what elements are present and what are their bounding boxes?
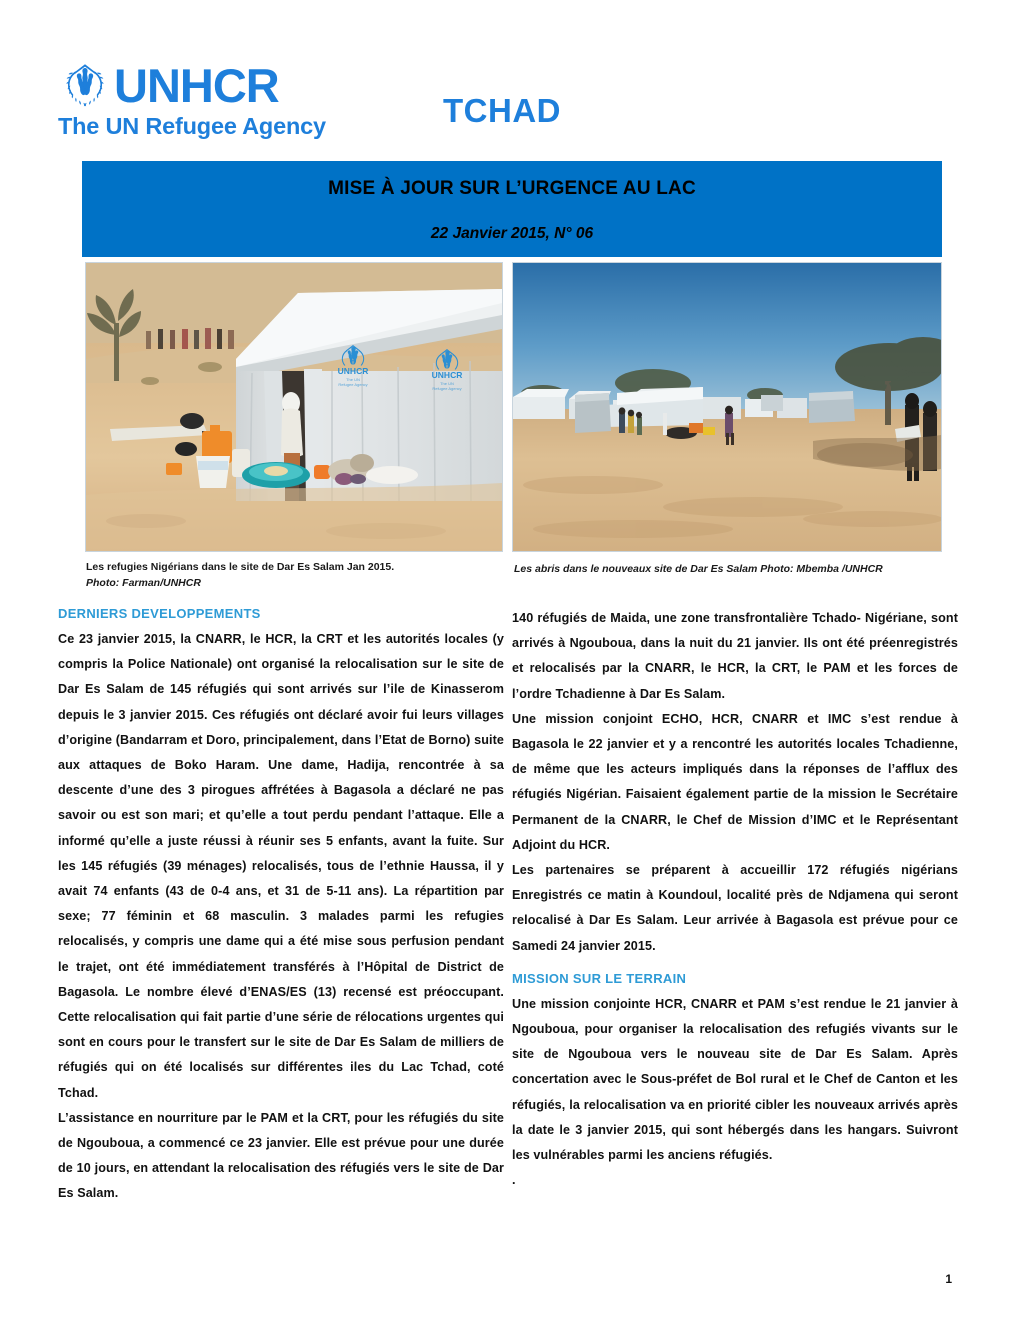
photo-left-caption — [86, 560, 506, 592]
unhcr-wordmark: UNHCR — [114, 59, 279, 112]
paragraph: . — [512, 1173, 516, 1188]
unhcr-emblem-icon — [58, 61, 112, 111]
photo-left-caption-line1: Les refugies Nigérians dans le site de Dar Es Salam Jan 2015. — [86, 561, 395, 573]
section-heading-derniers-developpements: DERNIERS DEVELOPPEMENTS — [58, 606, 261, 621]
svg-text:Refugee Agency: Refugee Agency — [338, 382, 368, 387]
svg-text:The UN: The UN — [346, 377, 360, 382]
photo-left-tent — [85, 262, 503, 552]
banner-subtitle: 22 Janvier 2015, N° 06 — [430, 225, 594, 242]
paragraph: Ce 23 janvier 2015, la CNARR, le HCR, la CRT et les autorités locales (y compris la Police Nationale) ont organisé la relocalisation sur le site de Dar Es Salam de 145 réfugiés qui sont arrivés sur l’ile de Kinasserom depuis le 3 janvier 2015. Ces réfugiés ont déclaré avoir fui leurs villages d’origine (Bandarram et Doro, principalement, dans l’Etat de Borno) suite aux attaques de Boko Haram. Une dame, Hadija, rencontrée à sa descente d’une des 3 pirogues affrétées à Bagasola a déclaré ne pas savoir ou est son mari; et qu’elle a tout perdu pendant l’attaque. Elle a informé qu’elle a juste réussi à réunir ses 5 enfants, avant la fuite. Sur les 145 réfugiés (39 ménages) relocalisés, tous de l’ethnie Haussa, il y avait 74 enfants (43 de 0-4 ans, et 31 de 5-11 ans). La répartition par sexe; 77 féminin et 68 masculin. 3 malades parmi les refugies relocalisés, y compris une dame qui a été mise sous perfusion pendant le trajet, ont été immédiatement transférés à l’Hôpital de District de Bagasola. Le nombre élevé d’ENAS/ES (13) recensé est préoccupant. Cette relocalisation qui fait partie d’une série de rélocations urgentes qui sont en cours pour le transfert sur le site de Dar Es Salam de milliers de réfugiés qui on été localisés sur différentes iles du Lac Tchad, coté Tchad. — [58, 632, 504, 1100]
paragraph: Une mission conjointe HCR, CNARR et PAM s’est rendue le 21 janvier à Ngouboua, pour organiser la relocalisation des refugiés vivants sur le site de Ngouboua vers le nouveau site de Dar Es Salam. Après concertation avec le Sous-préfet de Bol rural et le Chef de Canton et les réfugiés, la relocalisation va en priorité cibler les nouveaux arrivés après la date le 3 janvier 2015, qui sont hébergés dans les hangars. Suivront les vulnérables parmi les anciens réfugiés. — [512, 996, 958, 1163]
section-heading-mission-sur-le-terrain: MISSION SUR LE TERRAIN — [512, 970, 687, 986]
country-title: TCHAD — [443, 92, 561, 129]
svg-text:Refugee Agency: Refugee Agency — [432, 386, 462, 391]
report-banner — [82, 161, 942, 257]
svg-text:UNHCR: UNHCR — [431, 370, 463, 380]
paragraph: Les partenaires se préparent à accueillir 172 réfugiés nigérians Enregistrés ce matin à Koundoul, localité près de Ndjamena qui seront relocalisé à Dar Es Salam. Leur arrivée à Bagasola est prévue pour ce Samedi 24 janvier 2015. — [512, 863, 958, 953]
photo-left-caption-credit: Photo: Farman/UNHCR — [86, 576, 201, 589]
unhcr-tagline: The UN Refugee Agency — [58, 113, 326, 139]
unhcr-logo — [58, 60, 358, 140]
photo-right-camp — [512, 262, 942, 552]
paragraph: Une mission conjoint ECHO, HCR, CNARR et IMC s’est rendue à Bagasola le 22 janvier et y a rencontré les autorités locales Tchadienne, de même que les acteurs impliqués dans la réponses de l’afflux des réfugiés Nigérian. Faisaient également partie de la mission le Secrétaire Permanent de la CNARR, le Chef de Mission d’IMC et le Représentant Adjoint du HCR. — [512, 711, 958, 852]
banner-title: MISE À JOUR SUR L’URGENCE AU LAC — [328, 178, 696, 199]
paragraph: 140 réfugiés de Maida, une zone transfrontalière Tchado- Nigériane, sont arrivés à Ngouboua, dans la nuit du 21 janvier. Ils ont été préenregistrés et relocalisés par la CNARR, le HCR, la CRT, le PAM et les forces de l’ordre Tchadienne à Dar Es Salam. — [512, 611, 958, 701]
column-right — [512, 606, 958, 1193]
column-left — [58, 606, 504, 1207]
page-number: 1 — [945, 1272, 952, 1286]
svg-text:The UN: The UN — [440, 381, 454, 386]
svg-text:UNHCR: UNHCR — [337, 366, 369, 376]
photo-right-caption: Les abris dans le nouveaux site de Dar Es Salam Photo: Mbemba /UNHCR — [514, 563, 883, 575]
paragraph: L’assistance en nourriture par le PAM et la CRT, pour les réfugiés du site de Ngouboua, a commencé ce 23 janvier. Elle est prévue pour une durée de 10 jours, en attendant la relocalisation des réfugiés vers le site de Dar Es Salam. — [58, 1110, 504, 1201]
page-header — [0, 0, 1024, 160]
